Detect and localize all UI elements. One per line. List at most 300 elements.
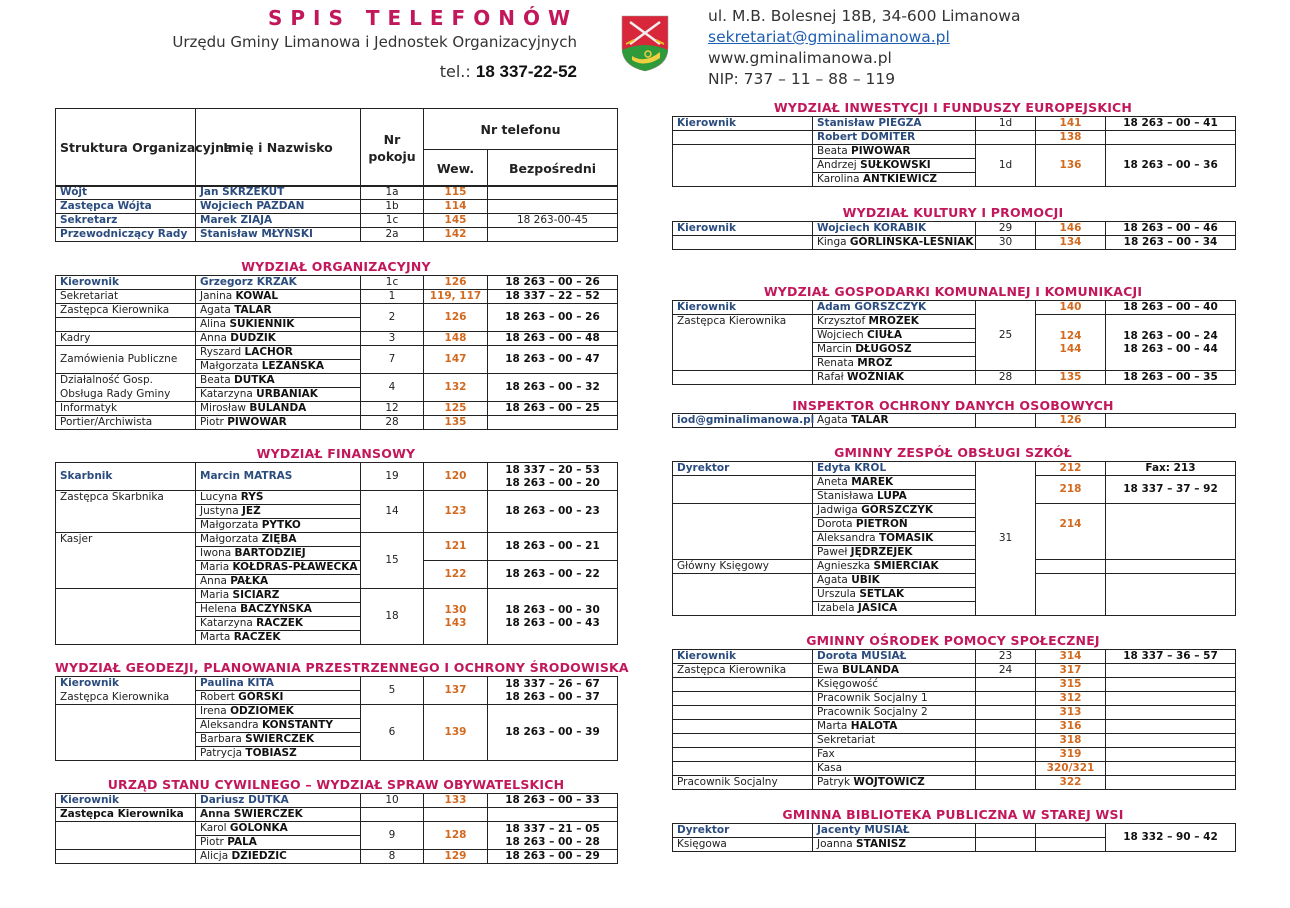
section-title-organizacyjny: WYDZIAŁ ORGANIZACYJNY <box>241 259 431 274</box>
extension: 145 <box>444 214 467 226</box>
ext-cell <box>424 589 488 645</box>
first-name: Ryszard <box>200 346 242 358</box>
name-cell <box>813 357 976 371</box>
name-cell <box>196 290 361 304</box>
email-link[interactable]: sekretariat@gminalimanowa.pl <box>708 28 950 46</box>
room: 1d <box>998 159 1013 171</box>
empty-cell <box>1106 720 1236 734</box>
table-row <box>56 589 618 603</box>
direct-phone: 18 263 – 00 – 25 <box>505 402 600 414</box>
ext-cell <box>1036 504 1106 560</box>
first-name: Maria <box>200 589 230 601</box>
label-cell <box>813 678 976 692</box>
last-name: KRÓL <box>854 462 887 474</box>
extension: 126 <box>444 276 467 288</box>
name-cell <box>196 822 361 836</box>
role-cell <box>56 794 196 808</box>
direct-phone: 18 263 – 00 – 46 <box>1123 222 1218 234</box>
room: 2a <box>385 228 399 240</box>
table-row <box>673 706 1236 720</box>
first-name: Jadwiga <box>817 504 858 516</box>
ext-cell <box>1036 776 1106 790</box>
empty-cell <box>424 808 488 822</box>
role: Kadry <box>60 332 91 344</box>
table-row <box>56 200 618 214</box>
ext-cell <box>424 346 488 374</box>
table-row <box>673 371 1236 385</box>
direct-phone: 18 263 – 00 – 36 <box>1123 159 1218 171</box>
role: Dyrektor <box>677 462 730 474</box>
name-cell <box>196 374 361 388</box>
table-gops <box>672 649 1236 790</box>
section-title-biblioteka: GMINNA BIBLIOTEKA PUBLICZNA W STAREJ WSI <box>782 807 1124 822</box>
ext-cell <box>424 822 488 850</box>
first-name: Robert <box>200 691 235 703</box>
last-name: LACHOR <box>244 346 293 358</box>
role: Zastępca Kierownika <box>677 315 787 327</box>
room-cell <box>361 589 424 645</box>
last-name: GÓRSKI <box>238 691 284 703</box>
first-name: Małgorzata <box>200 360 259 372</box>
table-row <box>673 462 1236 476</box>
extension: 126 <box>444 311 467 323</box>
last-name: BULANDA <box>249 402 307 414</box>
last-name: BACZYŃSKA <box>240 603 312 615</box>
direct-phone: 18 263 – 00 – 24 <box>1123 329 1218 342</box>
room: 23 <box>998 650 1013 662</box>
direct-cell <box>488 561 618 589</box>
first-name: Alina <box>200 318 227 330</box>
table-row <box>673 414 1236 428</box>
role-cell <box>56 533 196 589</box>
extension: 132 <box>444 381 467 393</box>
label-cell <box>813 762 976 776</box>
direct-cell <box>488 589 618 645</box>
first-name: Irena <box>200 705 227 717</box>
last-name: DUTKA <box>234 374 275 386</box>
empty-cell <box>673 574 813 616</box>
first-name: Beata <box>200 374 231 386</box>
room: 31 <box>998 532 1013 544</box>
name-cell <box>813 664 976 678</box>
name-cell <box>196 505 361 519</box>
room: 3 <box>388 332 396 344</box>
last-name: SETLAK <box>859 588 905 600</box>
section-title-finansowy: WYDZIAŁ FINANSOWY <box>256 446 416 461</box>
role: Obsługa Rady Gminy <box>60 387 171 400</box>
empty-cell <box>1106 678 1236 692</box>
extension: 123 <box>444 505 467 517</box>
direct-cell <box>488 850 618 864</box>
last-name: LUPA <box>877 490 907 502</box>
name-cell <box>813 343 976 357</box>
ext-cell <box>1036 476 1106 504</box>
first-name: Marta <box>817 720 848 732</box>
table-row <box>56 402 618 416</box>
last-name: MROŻEK <box>868 315 919 327</box>
tel-label: tel.: <box>439 62 471 81</box>
empty-cell <box>1106 734 1236 748</box>
role-cell <box>56 691 196 705</box>
first-name: Dorota <box>817 518 853 530</box>
last-name: HALOTA <box>850 720 898 732</box>
name-cell <box>813 602 976 616</box>
name-cell <box>196 705 361 719</box>
table-row <box>673 476 1236 490</box>
direct-phone: Fax: 213 <box>1145 462 1196 474</box>
extension: 119, 117 <box>429 290 482 302</box>
name-cell <box>813 720 976 734</box>
ext-cell <box>424 705 488 761</box>
extension: 316 <box>1059 720 1082 732</box>
name-cell <box>813 588 976 602</box>
ext-cell <box>1036 236 1106 250</box>
first-name: Mirosław <box>200 402 246 414</box>
last-name: ANTKIEWICZ <box>862 173 938 185</box>
direct-phone: 18 263 – 00 – 33 <box>505 794 600 806</box>
ext-cell <box>424 276 488 290</box>
ext-cell <box>424 416 488 430</box>
name-cell <box>196 603 361 617</box>
name-cell <box>196 547 361 561</box>
role: Kierownik <box>60 794 120 806</box>
direct-phone: 18 263 – 00 – 30 <box>505 603 600 616</box>
room: 6 <box>388 726 396 738</box>
room: 4 <box>388 381 396 393</box>
first-name: Helena <box>200 603 237 615</box>
first-name: Agata <box>200 304 231 316</box>
room-cell <box>361 463 424 491</box>
first-name: Piotr <box>200 416 224 428</box>
ext-cell <box>1036 720 1106 734</box>
ext-cell <box>1036 315 1106 371</box>
empty-cell <box>673 236 813 250</box>
last-name: ZIĘBA <box>261 533 297 545</box>
role-cell <box>56 463 196 491</box>
first-name: Agata <box>817 414 848 426</box>
table-row <box>673 720 1236 734</box>
direct-phone: 18 263 – 00 – 40 <box>1123 301 1218 313</box>
table-row <box>673 664 1236 678</box>
first-name: Lucyna <box>200 491 238 503</box>
direct-cell <box>488 200 618 214</box>
direct-cell <box>488 214 618 228</box>
last-name: PIETROŃ <box>855 518 908 530</box>
label: Fax <box>817 748 835 760</box>
first-name: Jacenty <box>817 824 861 836</box>
role: Wójt <box>60 186 88 198</box>
direct-cell <box>1106 414 1236 428</box>
table-row <box>56 463 618 491</box>
first-name: Ewa <box>817 664 839 676</box>
empty-cell <box>673 504 813 560</box>
ext-cell <box>1036 664 1106 678</box>
ext-cell <box>424 200 488 214</box>
name-cell <box>196 747 361 761</box>
empty-cell <box>1036 838 1106 852</box>
label: Sekretariat <box>817 734 876 746</box>
room: 29 <box>998 222 1013 234</box>
direct-cell <box>1106 301 1236 315</box>
direct-cell <box>1106 117 1236 131</box>
role-cell <box>673 664 813 678</box>
empty-cell <box>673 131 813 145</box>
first-name: Marcin <box>200 470 241 482</box>
role: Kierownik <box>677 117 737 129</box>
direct-cell <box>488 374 618 402</box>
room: 19 <box>385 470 399 482</box>
last-name: MŁYŃSKI <box>261 228 313 240</box>
section-title-gzos: GMINNY ZESPÓŁ OBSŁUGI SZKÓŁ <box>834 445 1072 460</box>
last-name: STANISZ <box>856 838 906 850</box>
ext-cell <box>424 304 488 332</box>
empty-cell <box>56 705 196 761</box>
section-title-usc: URZĄD STANU CYWILNEGO – WYDZIAŁ SPRAW OBYWATELSKICH <box>107 777 565 792</box>
role: Dyrektor <box>677 824 730 836</box>
empty-cell <box>1106 560 1236 574</box>
table-row <box>673 678 1236 692</box>
empty-cell <box>1106 692 1236 706</box>
ext-cell <box>1036 145 1106 187</box>
room-cell <box>976 462 1036 616</box>
last-name: TALAR <box>234 304 272 316</box>
extension: 142 <box>444 228 467 240</box>
first-name: Izabela <box>817 602 855 614</box>
role: Kierownik <box>677 301 737 313</box>
last-name: JEŻ <box>242 505 261 517</box>
main-phone <box>0 62 577 82</box>
first-name: Wojciech <box>200 200 253 212</box>
role-cell <box>56 186 196 200</box>
direct-cell <box>488 416 618 430</box>
direct-phone: 18 337 – 36 – 57 <box>1123 650 1218 662</box>
role: Kierownik <box>677 650 737 662</box>
room-cell <box>361 533 424 589</box>
role-cell <box>56 318 196 332</box>
empty-cell <box>488 808 618 822</box>
table-row <box>673 315 1236 329</box>
role: Zastępca Kierownika <box>60 690 170 703</box>
direct-phone: 18 263 – 00 – 26 <box>505 311 600 323</box>
role-cell <box>56 214 196 228</box>
room-cell <box>361 491 424 533</box>
role: Kasjer <box>60 533 93 545</box>
last-name: ŚWIERCZEK <box>233 808 303 820</box>
section-title-iod: INSPEKTOR OCHRONY DANYCH OSOBOWYCH <box>792 398 1114 413</box>
direct-cell <box>488 290 618 304</box>
direct-phone-2: 18 263 – 00 – 20 <box>505 476 600 489</box>
role-cell <box>673 462 813 476</box>
last-name: GOLONKA <box>229 822 288 834</box>
role-cell <box>56 290 196 304</box>
room-cell <box>361 214 424 228</box>
empty-cell <box>673 748 813 762</box>
first-name: Agnieszka <box>817 560 871 572</box>
iod-email-link[interactable]: iod@gminalimanowa.pl <box>677 414 815 426</box>
direct-cell <box>488 533 618 561</box>
last-name: JASICA <box>857 602 898 614</box>
col-name: Imię i Nazwisko <box>196 109 361 187</box>
role: Kierownik <box>60 276 120 288</box>
room: 1a <box>385 186 399 198</box>
extension: 317 <box>1059 664 1082 676</box>
role-cell <box>56 388 196 402</box>
name-cell <box>196 200 361 214</box>
name-cell <box>813 315 976 329</box>
role-cell <box>673 838 813 852</box>
extension: 126 <box>1059 414 1082 426</box>
empty-cell <box>1106 776 1236 790</box>
table-row <box>673 574 1236 588</box>
name-cell <box>196 332 361 346</box>
name-cell <box>196 402 361 416</box>
role-cell <box>56 808 196 822</box>
name-cell <box>813 414 976 428</box>
last-name: SUKIENNIK <box>229 318 295 330</box>
last-name: RACZEK <box>233 631 281 643</box>
role-cell <box>673 315 813 371</box>
direct-cell <box>1106 371 1236 385</box>
name-cell <box>196 677 361 691</box>
first-name: Marcin <box>817 343 852 355</box>
ext-cell <box>1036 650 1106 664</box>
section-title-geodezji: WYDZIAŁ GEODEZJI, PLANOWANIA PRZESTRZENNEGO I OCHRONY ŚRODOWISKA <box>55 660 629 675</box>
first-name: Karol <box>200 822 227 834</box>
role: Główny Księgowy <box>677 560 769 572</box>
empty-cell <box>976 692 1036 706</box>
empty-cell <box>1036 824 1106 838</box>
table-row <box>56 290 618 304</box>
direct-cell <box>488 304 618 332</box>
empty-cell <box>976 776 1036 790</box>
name-cell <box>813 776 976 790</box>
role-cell <box>56 228 196 242</box>
table-row <box>673 222 1236 236</box>
last-name: KOŁDRAS-PŁAWECKA <box>232 561 358 573</box>
empty-cell <box>976 131 1036 145</box>
name-cell <box>813 173 976 187</box>
last-name: DZIEDZIC <box>231 850 287 862</box>
name-cell <box>813 560 976 574</box>
section-title-gops: GMINNY OŚRODEK POMOCY SPOŁECZNEJ <box>806 633 1100 648</box>
last-name: TOBIASZ <box>245 747 297 759</box>
first-name: Alicja <box>200 850 229 862</box>
empty-cell <box>673 371 813 385</box>
role-cell <box>56 402 196 416</box>
role: Kierownik <box>60 677 120 690</box>
leadership-rows <box>55 185 618 242</box>
first-name: Aleksandra <box>200 719 259 731</box>
last-name: GÓRSZCZYK <box>854 301 927 313</box>
table-row <box>56 374 618 388</box>
name-cell <box>813 532 976 546</box>
last-name: KORABIK <box>873 222 927 234</box>
last-name: GÓRSZCZYK <box>861 504 934 516</box>
room-cell <box>361 374 424 402</box>
last-name: MRÓZ <box>857 357 893 369</box>
name-cell <box>196 617 361 631</box>
room: 28 <box>385 416 399 428</box>
room: 14 <box>385 505 399 517</box>
extension: 141 <box>1059 117 1082 129</box>
direct-phone: 18 263 – 00 – 47 <box>505 353 600 365</box>
last-name: ODZIOMEK <box>230 705 294 717</box>
name-cell <box>196 808 361 822</box>
room: 24 <box>998 664 1013 676</box>
empty-cell <box>1106 664 1236 678</box>
role-cell <box>673 222 813 236</box>
room: 9 <box>388 829 396 841</box>
room-cell <box>361 290 424 304</box>
ext-cell <box>424 332 488 346</box>
empty-cell <box>673 145 813 187</box>
role: Pracownik Socjalny <box>677 776 778 788</box>
first-name: Aneta <box>817 476 848 488</box>
role-cell <box>673 824 813 838</box>
first-name: Andrzej <box>817 159 857 171</box>
direct-phone: 18 263 – 00 – 32 <box>505 381 600 393</box>
room-cell <box>361 186 424 200</box>
label-cell <box>813 748 976 762</box>
table-organizacyjny <box>55 275 618 430</box>
extension: 147 <box>444 353 467 365</box>
section-title-inwestycji: WYDZIAŁ INWESTYCJI I FUNDUSZY EUROPEJSKICH <box>773 100 1133 115</box>
room-cell <box>976 301 1036 371</box>
label: Księgowość <box>817 678 879 690</box>
extension: 134 <box>1059 236 1082 248</box>
ext-cell <box>1036 762 1106 776</box>
role-cell <box>56 374 196 388</box>
last-name: RYŚ <box>240 491 264 503</box>
ext-cell <box>424 794 488 808</box>
first-name: Urszula <box>817 588 856 600</box>
room-cell <box>361 677 424 705</box>
empty-cell <box>673 706 813 720</box>
empty-cell <box>56 822 196 850</box>
name-cell <box>196 733 361 747</box>
iod-email-cell <box>673 414 813 428</box>
role: Skarbnik <box>60 470 113 482</box>
room-cell <box>976 414 1036 428</box>
last-name: SUŁKOWSKI <box>860 159 931 171</box>
label-cell <box>813 692 976 706</box>
table-geodezji <box>55 676 618 761</box>
ext-cell <box>424 850 488 864</box>
empty-cell <box>976 678 1036 692</box>
name-cell <box>813 490 976 504</box>
ext-cell <box>424 290 488 304</box>
table-row <box>673 560 1236 574</box>
table-row <box>673 650 1236 664</box>
first-name: Rafał <box>817 371 844 383</box>
last-name: ŚWIERCZEK <box>245 733 315 745</box>
table-biblioteka <box>672 823 1236 852</box>
empty-cell <box>1106 762 1236 776</box>
extension: 312 <box>1059 692 1082 704</box>
table-row <box>56 705 618 719</box>
last-name: PIEGZA <box>878 117 922 129</box>
last-name: KONSTANTY <box>261 719 333 731</box>
table-row <box>673 692 1236 706</box>
last-name: MATRAS <box>243 470 293 482</box>
last-name: DUTKA <box>248 794 289 806</box>
ext-cell <box>1036 117 1106 131</box>
direct-phone: 18 337 – 22 – 52 <box>505 290 600 302</box>
role: Kierownik <box>677 222 737 234</box>
ext-cell <box>1036 678 1106 692</box>
ext-cell <box>424 402 488 416</box>
first-name: Stanisława <box>817 490 874 502</box>
